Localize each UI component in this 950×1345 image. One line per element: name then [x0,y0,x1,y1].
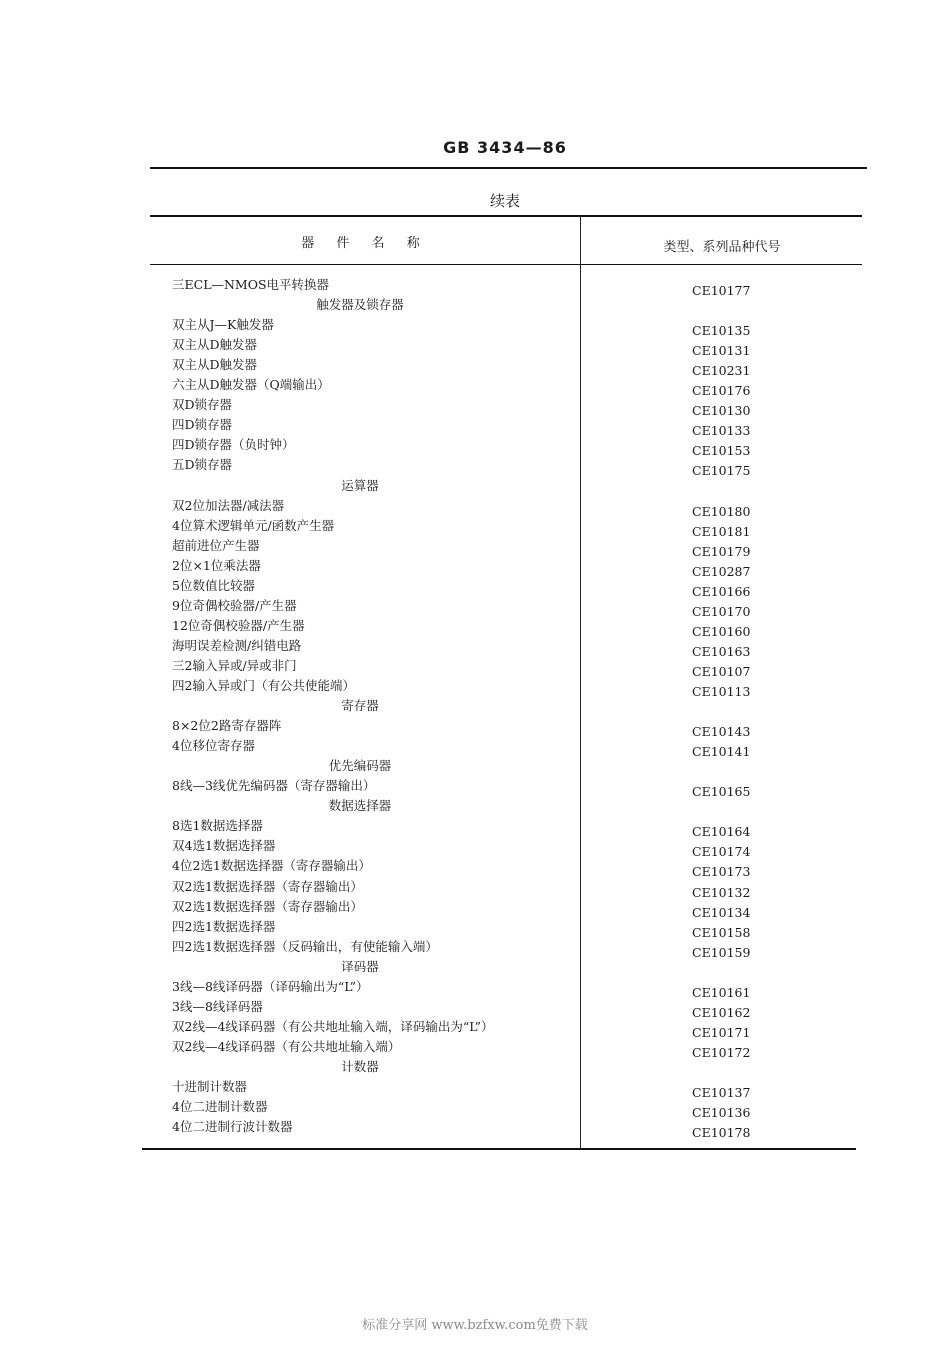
device-code: CE10174 [692,844,751,859]
table-row [0,917,950,940]
device-name: 海明误差检测/纠错电路 [172,638,302,653]
device-code: CE10163 [692,644,751,659]
device-name: 8选1数据选择器 [172,818,263,833]
device-name: 三ECL—NMOS电平转换器 [172,277,330,292]
device-name: 双2选1数据选择器（寄存器输出） [172,879,363,894]
device-name: 4位2选1数据选择器（寄存器输出） [172,858,371,873]
table-row [0,616,950,639]
device-code: CE10164 [692,824,751,839]
table-row [0,656,950,679]
device-code: CE10165 [692,784,751,799]
table-row [0,776,950,799]
device-name: 8线—3线优先编码器（寄存器输出） [172,778,376,793]
device-code: CE10159 [692,945,751,960]
table-row [0,676,950,699]
table-row [0,977,950,1000]
device-code: CE10107 [692,664,751,679]
device-code: CE10178 [692,1125,751,1140]
device-code: CE10131 [692,343,751,358]
device-name: 3线—8线译码器（译码输出为“L”） [172,979,369,994]
device-name: 四2选1数据选择器 [172,919,276,934]
device-name: 12位奇偶校验器/产生器 [172,618,305,633]
device-code: CE10158 [692,925,751,940]
section-heading: 运算器 [341,478,379,493]
table-row [0,335,950,358]
device-name: 六主从D触发器（Q端输出） [172,377,330,392]
device-code: CE10180 [692,504,751,519]
device-code: CE10173 [692,864,751,879]
site-watermark: 标准分享网 www.bzfxw.com免费下载 [362,1318,588,1333]
column-header-name: 器 件 名 称 [301,236,429,251]
device-code: CE10133 [692,423,751,438]
table-row [0,275,950,298]
table-row [0,315,950,338]
device-name: 4位二进制行波计数器 [172,1119,293,1134]
device-code: CE10141 [692,744,751,759]
device-name: 双2位加法器/减法器 [172,498,285,513]
table-row [0,355,950,378]
device-code: CE10132 [692,885,751,900]
device-name: 双主从D触发器 [172,337,258,352]
table-row [0,496,950,519]
table-row [0,395,950,418]
table-row [0,816,950,839]
device-name: 双4选1数据选择器 [172,838,276,853]
table-row [0,1037,950,1060]
device-name: 四2选1数据选择器（反码输出，有使能输入端） [172,939,438,954]
table-row [0,1117,950,1140]
device-name: 3线—8线译码器 [172,999,263,1014]
device-name: 9位奇偶校验器/产生器 [172,598,297,613]
device-code: CE10175 [692,463,751,478]
table-row [0,375,950,398]
table-row [0,1097,950,1120]
section-heading: 触发器及锁存器 [316,297,404,312]
device-code: CE10113 [692,684,751,699]
section-heading: 数据选择器 [328,798,392,813]
device-name: 2位×1位乘法器 [172,558,261,573]
device-code: CE10135 [692,323,751,338]
device-name: 4位二进制计数器 [172,1099,268,1114]
device-name: 十进制计数器 [172,1079,248,1094]
device-code: CE10143 [692,724,751,739]
device-name: 双主从D触发器 [172,357,258,372]
device-code: CE10231 [692,363,751,378]
device-code: CE10172 [692,1045,751,1060]
table-row [0,636,950,659]
table-row [0,997,950,1020]
device-code: CE10177 [692,283,751,298]
table-bottom-rule [142,1148,856,1150]
device-code: CE10137 [692,1085,751,1100]
device-name: 四D锁存器 [172,417,233,432]
device-code: CE10179 [692,544,751,559]
table-row [0,516,950,539]
device-name: 4位移位寄存器 [172,738,255,753]
device-name: 8×2位2路寄存器阵 [172,718,282,733]
table-row [0,736,950,759]
section-heading: 寄存器 [341,698,379,713]
device-code: CE10171 [692,1025,751,1040]
device-code: CE10153 [692,443,751,458]
table-caption: 续表 [489,192,520,210]
device-code: CE10181 [692,524,751,539]
table-row [0,1077,950,1100]
table-row [0,536,950,559]
device-name: 超前进位产生器 [172,538,260,553]
device-code: CE10176 [692,383,751,398]
device-name: 四2输入异或门（有公共使能端） [172,678,355,693]
device-name: 双2线—4线译码器（有公共地址输入端） [172,1039,401,1054]
device-code: CE10161 [692,985,751,1000]
device-name: 五D锁存器 [172,457,233,472]
table-row [0,937,950,960]
device-name: 双D锁存器 [172,397,233,412]
device-code: CE10134 [692,905,751,920]
table-row [0,716,950,739]
device-name: 双2线—4线译码器（有公共地址输入端，译码输出为“L”） [172,1019,494,1034]
table-row [0,415,950,438]
table-row [0,877,950,900]
device-code: CE10170 [692,604,751,619]
table-row [0,596,950,619]
device-name: 三2输入异或/异或非门 [172,658,297,673]
standard-number: GB 3434—86 [443,138,567,157]
device-name: 4位算术逻辑单元/函数产生器 [172,518,335,533]
table-row [0,1017,950,1040]
device-name: 双2选1数据选择器（寄存器输出） [172,899,363,914]
table-row [0,556,950,579]
device-name: 四D锁存器（负时钟） [172,437,295,452]
device-name: 双主从J—K触发器 [172,317,274,332]
table-row [0,435,950,458]
section-heading: 译码器 [341,959,379,974]
column-header-code: 类型、系列品种代号 [663,240,781,255]
device-code: CE10162 [692,1005,751,1020]
table-row [0,897,950,920]
table-row [0,836,950,859]
table-row [0,576,950,599]
device-code: CE10160 [692,624,751,639]
table-row [0,455,950,478]
device-code: CE10166 [692,584,751,599]
device-code: CE10130 [692,403,751,418]
section-heading: 计数器 [341,1059,379,1074]
device-name: 5位数值比较器 [172,578,255,593]
table-row [0,856,950,879]
section-heading: 优先编码器 [328,758,392,773]
device-code: CE10136 [692,1105,751,1120]
device-code: CE10287 [692,564,751,579]
